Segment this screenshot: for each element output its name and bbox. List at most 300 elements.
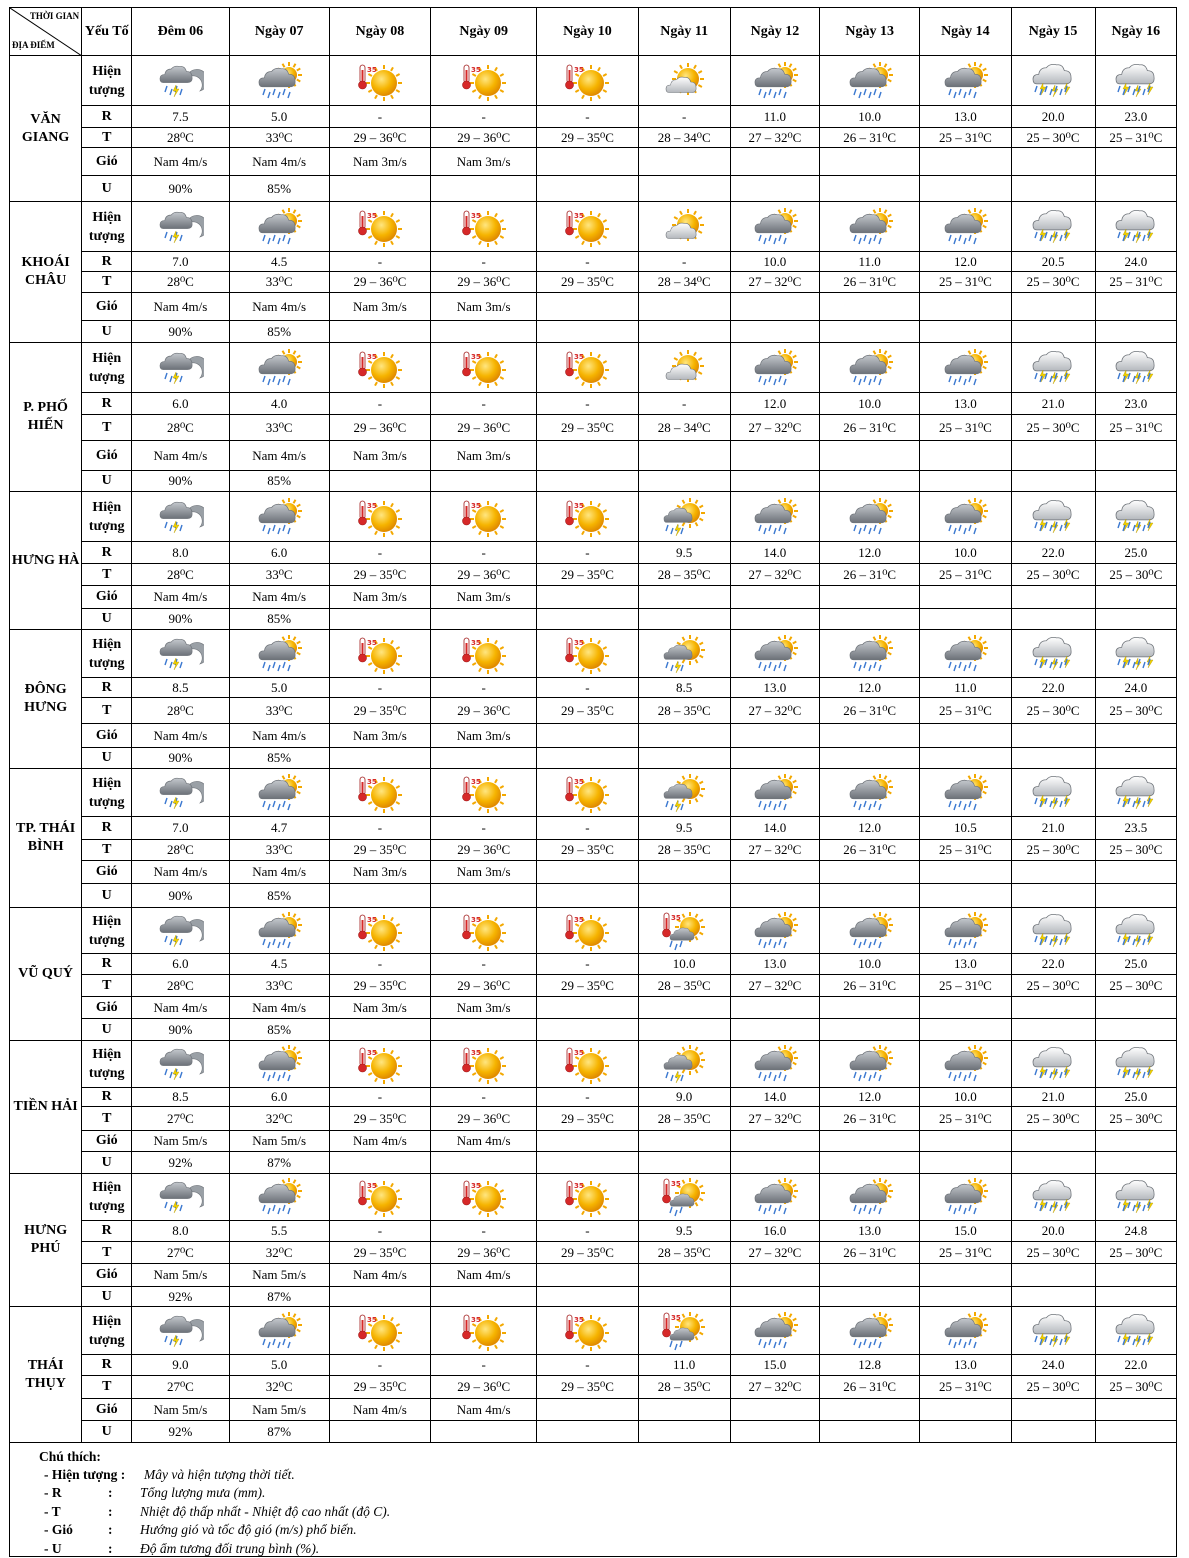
u-value bbox=[730, 176, 819, 202]
r-value: 14.0 bbox=[730, 817, 819, 840]
sun-cloud-rain-icon bbox=[230, 61, 329, 101]
wind-value: Nam 4m/s bbox=[431, 1399, 537, 1421]
t-value: 25 – 30⁰C bbox=[1095, 1376, 1176, 1399]
u-value: 92% bbox=[132, 1421, 229, 1443]
weather-cell bbox=[537, 492, 638, 542]
location-name: HƯNG HÀ bbox=[10, 492, 82, 630]
t-value: 28⁰C bbox=[132, 698, 229, 724]
t-value: 25 – 31⁰C bbox=[920, 1376, 1011, 1399]
wind-value: Nam 4m/s bbox=[229, 293, 329, 321]
weather-cell bbox=[329, 343, 430, 393]
wind-value bbox=[920, 997, 1011, 1019]
t-value: 25 – 30⁰C bbox=[1011, 840, 1095, 861]
t-value: 29 – 35⁰C bbox=[329, 564, 430, 586]
row-r bbox=[10, 1355, 1177, 1376]
sun-cloud-rain-icon bbox=[920, 61, 1010, 101]
weather-cell bbox=[920, 630, 1011, 678]
sun-cloud-rain-icon bbox=[920, 1311, 1010, 1351]
wind-value bbox=[820, 148, 920, 176]
r-value: - bbox=[329, 1088, 430, 1107]
wind-value: Nam 3m/s bbox=[431, 724, 537, 748]
r-value: - bbox=[638, 252, 730, 272]
hot-sun-icon bbox=[330, 911, 430, 951]
weather-cell bbox=[820, 202, 920, 252]
r-value: 8.0 bbox=[132, 542, 229, 564]
t-value: 29 – 35⁰C bbox=[329, 1107, 430, 1131]
r-value: 9.5 bbox=[638, 1221, 730, 1242]
r-value: 15.0 bbox=[920, 1221, 1011, 1242]
u-value bbox=[1095, 321, 1176, 343]
legend-title: Chú thích: bbox=[39, 1449, 101, 1464]
r-value: 13.0 bbox=[920, 393, 1011, 415]
u-value bbox=[920, 176, 1011, 202]
u-value: 87% bbox=[229, 1152, 329, 1174]
row-phen bbox=[10, 56, 1177, 106]
row-r bbox=[10, 1221, 1177, 1242]
weather-cell bbox=[638, 630, 730, 678]
element-label-wind: Gió bbox=[82, 861, 132, 884]
svg-text:35: 35 bbox=[366, 352, 377, 361]
t-value: 26 – 31⁰C bbox=[820, 1376, 920, 1399]
t-value: 33⁰C bbox=[229, 698, 329, 724]
row-r bbox=[10, 252, 1177, 272]
wind-value: Nam 3m/s bbox=[431, 441, 537, 471]
r-value: - bbox=[329, 954, 430, 975]
wind-value: Nam 4m/s bbox=[132, 586, 229, 609]
r-value: 25.0 bbox=[1095, 954, 1176, 975]
weather-cell bbox=[537, 630, 638, 678]
svg-text:35: 35 bbox=[366, 638, 377, 647]
sun-cloud-rain-icon bbox=[820, 773, 919, 813]
u-value bbox=[1011, 176, 1095, 202]
weather-cell bbox=[1095, 202, 1176, 252]
t-value: 25 – 30⁰C bbox=[1011, 698, 1095, 724]
r-value: - bbox=[537, 542, 638, 564]
day-header: Ngày 16 bbox=[1095, 8, 1176, 56]
legend-key: - Hiện tượng : bbox=[44, 1467, 126, 1482]
wind-value: Nam 4m/s bbox=[132, 997, 229, 1019]
sun-cloud-rain-icon bbox=[820, 1177, 919, 1217]
u-value: 90% bbox=[132, 748, 229, 769]
legend-item bbox=[44, 1484, 265, 1502]
u-value: 90% bbox=[132, 471, 229, 492]
t-value: 29 – 35⁰C bbox=[329, 698, 430, 724]
t-value: 29 – 36⁰C bbox=[329, 128, 430, 148]
u-value bbox=[1011, 884, 1095, 908]
t-value: 29 – 36⁰C bbox=[431, 1242, 537, 1264]
wind-value: Nam 4m/s bbox=[132, 724, 229, 748]
r-value: - bbox=[431, 106, 537, 128]
r-value: 10.0 bbox=[920, 542, 1011, 564]
wind-value: Nam 4m/s bbox=[329, 1399, 430, 1421]
svg-text:35: 35 bbox=[366, 1315, 377, 1324]
night-rain-icon bbox=[132, 207, 228, 247]
svg-text:35: 35 bbox=[470, 915, 481, 924]
u-value bbox=[1011, 1152, 1095, 1174]
row-u bbox=[10, 748, 1177, 769]
wind-value: Nam 5m/s bbox=[229, 1399, 329, 1421]
legend-description: Tổng lượng mưa (mm). bbox=[140, 1485, 266, 1501]
sun-cloud-rain-icon bbox=[731, 634, 819, 674]
r-value: 22.0 bbox=[1011, 954, 1095, 975]
location-name: HƯNG PHÚ bbox=[10, 1174, 82, 1307]
wind-value: Nam 4m/s bbox=[132, 441, 229, 471]
row-t bbox=[10, 128, 1177, 148]
r-value: 13.0 bbox=[920, 954, 1011, 975]
weather-cell bbox=[730, 630, 819, 678]
element-label-phen: Hiện tượng bbox=[82, 56, 132, 106]
r-value: 24.8 bbox=[1095, 1221, 1176, 1242]
u-value bbox=[1011, 1019, 1095, 1041]
sun-cloud-rain-icon bbox=[731, 1311, 819, 1351]
weather-cell bbox=[537, 1174, 638, 1221]
t-value: 27 – 32⁰C bbox=[730, 1376, 819, 1399]
t-value: 29 – 35⁰C bbox=[537, 1107, 638, 1131]
location-name: P. PHỐ HIẾN bbox=[10, 343, 82, 492]
element-label-t: T bbox=[82, 564, 132, 586]
wind-value bbox=[1095, 724, 1176, 748]
r-value: - bbox=[638, 106, 730, 128]
u-value: 87% bbox=[229, 1421, 329, 1443]
wind-value bbox=[638, 1399, 730, 1421]
sun-cloud-rain-icon bbox=[820, 911, 919, 951]
u-value: 85% bbox=[229, 1019, 329, 1041]
t-value: 28 – 34⁰C bbox=[638, 128, 730, 148]
t-value: 27 – 32⁰C bbox=[730, 1107, 819, 1131]
night-rain-icon bbox=[132, 1044, 228, 1084]
u-value bbox=[920, 609, 1011, 630]
u-value bbox=[920, 1287, 1011, 1307]
r-value: 14.0 bbox=[730, 542, 819, 564]
t-value: 33⁰C bbox=[229, 840, 329, 861]
u-value: 90% bbox=[132, 321, 229, 343]
svg-text:35: 35 bbox=[470, 352, 481, 361]
thunderstorm-icon bbox=[1012, 497, 1095, 537]
r-value: 6.0 bbox=[132, 393, 229, 415]
t-value: 25 – 30⁰C bbox=[1011, 564, 1095, 586]
t-value: 28⁰C bbox=[132, 975, 229, 997]
wind-value bbox=[638, 586, 730, 609]
sun-cloud-rain-icon bbox=[230, 348, 329, 388]
t-value: 26 – 31⁰C bbox=[820, 1107, 920, 1131]
wind-value bbox=[730, 997, 819, 1019]
u-value bbox=[730, 1287, 819, 1307]
weather-cell bbox=[537, 1307, 638, 1355]
wind-value: Nam 3m/s bbox=[329, 148, 430, 176]
legend-colon: : bbox=[108, 1485, 113, 1501]
u-value bbox=[537, 1152, 638, 1174]
t-value: 27 – 32⁰C bbox=[730, 564, 819, 586]
sun-storm-icon bbox=[639, 773, 730, 813]
t-value: 25 – 30⁰C bbox=[1095, 564, 1176, 586]
forecast-table bbox=[9, 7, 1177, 1443]
u-value bbox=[431, 1152, 537, 1174]
weather-cell bbox=[537, 769, 638, 817]
row-r bbox=[10, 817, 1177, 840]
r-value: 24.0 bbox=[1095, 678, 1176, 698]
u-value bbox=[730, 609, 819, 630]
weather-cell bbox=[132, 343, 229, 393]
r-value: 6.0 bbox=[229, 542, 329, 564]
element-label-t: T bbox=[82, 1242, 132, 1264]
location-name: VĂN GIANG bbox=[10, 56, 82, 202]
wind-value bbox=[1095, 1399, 1176, 1421]
weather-cell bbox=[329, 908, 430, 954]
r-value: - bbox=[329, 678, 430, 698]
t-value: 25 – 30⁰C bbox=[1011, 1376, 1095, 1399]
row-t bbox=[10, 840, 1177, 861]
wind-value bbox=[820, 997, 920, 1019]
legend-colon: : bbox=[108, 1522, 113, 1538]
element-label-u: U bbox=[82, 176, 132, 202]
u-value bbox=[1095, 609, 1176, 630]
weather-cell bbox=[537, 56, 638, 106]
element-label-wind: Gió bbox=[82, 1131, 132, 1152]
svg-text:35: 35 bbox=[470, 1315, 481, 1324]
element-label-wind: Gió bbox=[82, 1399, 132, 1421]
r-value: - bbox=[431, 1221, 537, 1242]
wind-value bbox=[920, 1264, 1011, 1287]
u-value bbox=[1095, 471, 1176, 492]
weather-cell bbox=[329, 1174, 430, 1221]
r-value: 24.0 bbox=[1011, 1355, 1095, 1376]
hot-sun-icon bbox=[537, 1177, 637, 1217]
t-value: 29 – 35⁰C bbox=[537, 1242, 638, 1264]
r-value: 5.0 bbox=[229, 678, 329, 698]
t-value: 29 – 35⁰C bbox=[537, 415, 638, 441]
u-value bbox=[329, 609, 430, 630]
u-value bbox=[820, 471, 920, 492]
thunderstorm-icon bbox=[1096, 207, 1176, 247]
location-name: TP. THÁI BÌNH bbox=[10, 769, 82, 908]
weather-cell bbox=[1095, 56, 1176, 106]
t-value: 33⁰C bbox=[229, 975, 329, 997]
t-value: 26 – 31⁰C bbox=[820, 272, 920, 293]
wind-value: Nam 4m/s bbox=[229, 441, 329, 471]
wind-value bbox=[537, 586, 638, 609]
svg-text:35: 35 bbox=[470, 211, 481, 220]
wind-value bbox=[537, 1131, 638, 1152]
r-value: 23.0 bbox=[1095, 393, 1176, 415]
wind-value: Nam 3m/s bbox=[329, 441, 430, 471]
t-value: 33⁰C bbox=[229, 415, 329, 441]
day-header: Ngày 09 bbox=[431, 8, 537, 56]
sun-cloud-rain-icon bbox=[820, 634, 919, 674]
t-value: 29 – 35⁰C bbox=[537, 975, 638, 997]
t-value: 27⁰C bbox=[132, 1242, 229, 1264]
row-r bbox=[10, 678, 1177, 698]
weather-cell bbox=[537, 1041, 638, 1088]
row-wind bbox=[10, 293, 1177, 321]
wind-value bbox=[1095, 1131, 1176, 1152]
row-phen bbox=[10, 343, 1177, 393]
row-t bbox=[10, 1242, 1177, 1264]
u-value: 85% bbox=[229, 609, 329, 630]
sun-cloud-icon bbox=[639, 207, 730, 247]
t-value: 29 – 35⁰C bbox=[537, 272, 638, 293]
thunderstorm-icon bbox=[1096, 773, 1176, 813]
r-value: 7.5 bbox=[132, 106, 229, 128]
hot-sun-icon bbox=[431, 497, 536, 537]
weather-cell bbox=[229, 1041, 329, 1088]
u-value bbox=[537, 609, 638, 630]
sun-cloud-rain-icon bbox=[820, 497, 919, 537]
u-value bbox=[537, 471, 638, 492]
weather-cell bbox=[730, 1174, 819, 1221]
u-value bbox=[329, 1421, 430, 1443]
t-value: 28 – 35⁰C bbox=[638, 1242, 730, 1264]
sun-cloud-rain-icon bbox=[731, 497, 819, 537]
r-value: 13.0 bbox=[920, 106, 1011, 128]
night-rain-icon bbox=[132, 348, 228, 388]
svg-text:35: 35 bbox=[574, 65, 585, 74]
r-value: 10.0 bbox=[820, 954, 920, 975]
r-value: 21.0 bbox=[1011, 1088, 1095, 1107]
row-u bbox=[10, 471, 1177, 492]
wind-value bbox=[820, 293, 920, 321]
weather-cell bbox=[730, 56, 819, 106]
u-value bbox=[1095, 1421, 1176, 1443]
r-value: 8.5 bbox=[638, 678, 730, 698]
sun-cloud-rain-icon bbox=[731, 773, 819, 813]
weather-cell bbox=[329, 1307, 430, 1355]
row-phen bbox=[10, 202, 1177, 252]
r-value: - bbox=[329, 393, 430, 415]
t-value: 29 – 36⁰C bbox=[431, 272, 537, 293]
row-phen bbox=[10, 492, 1177, 542]
wind-value bbox=[638, 997, 730, 1019]
weather-cell bbox=[638, 908, 730, 954]
weather-cell bbox=[431, 202, 537, 252]
t-value: 33⁰C bbox=[229, 128, 329, 148]
thunderstorm-icon bbox=[1012, 773, 1095, 813]
weather-cell bbox=[1011, 908, 1095, 954]
t-value: 28⁰C bbox=[132, 128, 229, 148]
weather-cell bbox=[638, 202, 730, 252]
wind-value: Nam 3m/s bbox=[431, 586, 537, 609]
day-header: Ngày 14 bbox=[920, 8, 1011, 56]
hot-sun-icon bbox=[537, 1044, 637, 1084]
t-value: 29 – 35⁰C bbox=[329, 1242, 430, 1264]
t-value: 29 – 36⁰C bbox=[431, 840, 537, 861]
weather-cell bbox=[920, 1307, 1011, 1355]
element-label-u: U bbox=[82, 1019, 132, 1041]
r-value: 7.0 bbox=[132, 817, 229, 840]
night-rain-icon bbox=[132, 61, 228, 101]
wind-value: Nam 5m/s bbox=[229, 1131, 329, 1152]
t-value: 25 – 30⁰C bbox=[1095, 1107, 1176, 1131]
t-value: 25 – 31⁰C bbox=[920, 698, 1011, 724]
day-header: Ngày 10 bbox=[537, 8, 638, 56]
weather-cell bbox=[920, 56, 1011, 106]
hot-sun-icon bbox=[431, 911, 536, 951]
r-value: 11.0 bbox=[638, 1355, 730, 1376]
r-value: - bbox=[537, 954, 638, 975]
wind-value bbox=[730, 861, 819, 884]
r-value: 22.0 bbox=[1095, 1355, 1176, 1376]
t-value: 27 – 32⁰C bbox=[730, 1242, 819, 1264]
weather-cell bbox=[132, 630, 229, 678]
thunderstorm-icon bbox=[1096, 497, 1176, 537]
wind-value: Nam 4m/s bbox=[132, 861, 229, 884]
u-value bbox=[431, 748, 537, 769]
wind-value bbox=[1011, 997, 1095, 1019]
r-value: 23.0 bbox=[1095, 106, 1176, 128]
svg-text:35: 35 bbox=[366, 1049, 377, 1057]
r-value: - bbox=[537, 1221, 638, 1242]
element-label-t: T bbox=[82, 272, 132, 293]
element-label-phen: Hiện tượng bbox=[82, 908, 132, 954]
u-value: 85% bbox=[229, 471, 329, 492]
weather-cell bbox=[1011, 343, 1095, 393]
weather-cell bbox=[1011, 1307, 1095, 1355]
weather-cell bbox=[229, 1174, 329, 1221]
r-value: - bbox=[431, 1355, 537, 1376]
u-value bbox=[1011, 1287, 1095, 1307]
wind-value bbox=[638, 441, 730, 471]
weather-cell bbox=[820, 1174, 920, 1221]
weather-cell bbox=[431, 492, 537, 542]
wind-value: Nam 4m/s bbox=[132, 293, 229, 321]
r-value: 9.0 bbox=[638, 1088, 730, 1107]
day-header: Ngày 08 bbox=[329, 8, 430, 56]
u-value bbox=[329, 748, 430, 769]
t-value: 29 – 36⁰C bbox=[431, 975, 537, 997]
r-value: - bbox=[431, 817, 537, 840]
wind-value bbox=[1095, 293, 1176, 321]
weather-cell bbox=[329, 202, 430, 252]
r-value: 4.5 bbox=[229, 252, 329, 272]
t-value: 28⁰C bbox=[132, 840, 229, 861]
svg-text:35: 35 bbox=[470, 777, 481, 786]
r-value: 15.0 bbox=[730, 1355, 819, 1376]
row-t bbox=[10, 1107, 1177, 1131]
u-value bbox=[1095, 1287, 1176, 1307]
u-value: 90% bbox=[132, 609, 229, 630]
element-label-u: U bbox=[82, 1152, 132, 1174]
thunderstorm-icon bbox=[1012, 1177, 1095, 1217]
r-value: 13.0 bbox=[730, 954, 819, 975]
r-value: 9.5 bbox=[638, 817, 730, 840]
t-value: 27⁰C bbox=[132, 1107, 229, 1131]
wind-value bbox=[1095, 586, 1176, 609]
svg-text:35: 35 bbox=[574, 915, 585, 924]
wind-value: Nam 5m/s bbox=[132, 1399, 229, 1421]
wind-value: Nam 4m/s bbox=[229, 861, 329, 884]
u-value bbox=[920, 1421, 1011, 1443]
element-label-t: T bbox=[82, 1107, 132, 1131]
u-value bbox=[920, 471, 1011, 492]
u-value bbox=[329, 471, 430, 492]
wind-value bbox=[730, 293, 819, 321]
element-label-phen: Hiện tượng bbox=[82, 1307, 132, 1355]
t-value: 27 – 32⁰C bbox=[730, 840, 819, 861]
t-value: 29 – 36⁰C bbox=[329, 272, 430, 293]
wind-value bbox=[920, 148, 1011, 176]
r-value: - bbox=[329, 817, 430, 840]
u-value bbox=[820, 1287, 920, 1307]
sun-cloud-rain-icon bbox=[230, 497, 329, 537]
day-header: Ngày 15 bbox=[1011, 8, 1095, 56]
hot-sun-icon bbox=[537, 911, 637, 951]
element-label-r: R bbox=[82, 393, 132, 415]
row-u bbox=[10, 176, 1177, 202]
wind-value: Nam 3m/s bbox=[329, 861, 430, 884]
r-value: 12.8 bbox=[820, 1355, 920, 1376]
legend-colon: : bbox=[108, 1503, 113, 1519]
thunderstorm-icon bbox=[1012, 207, 1095, 247]
weather-cell bbox=[229, 1307, 329, 1355]
